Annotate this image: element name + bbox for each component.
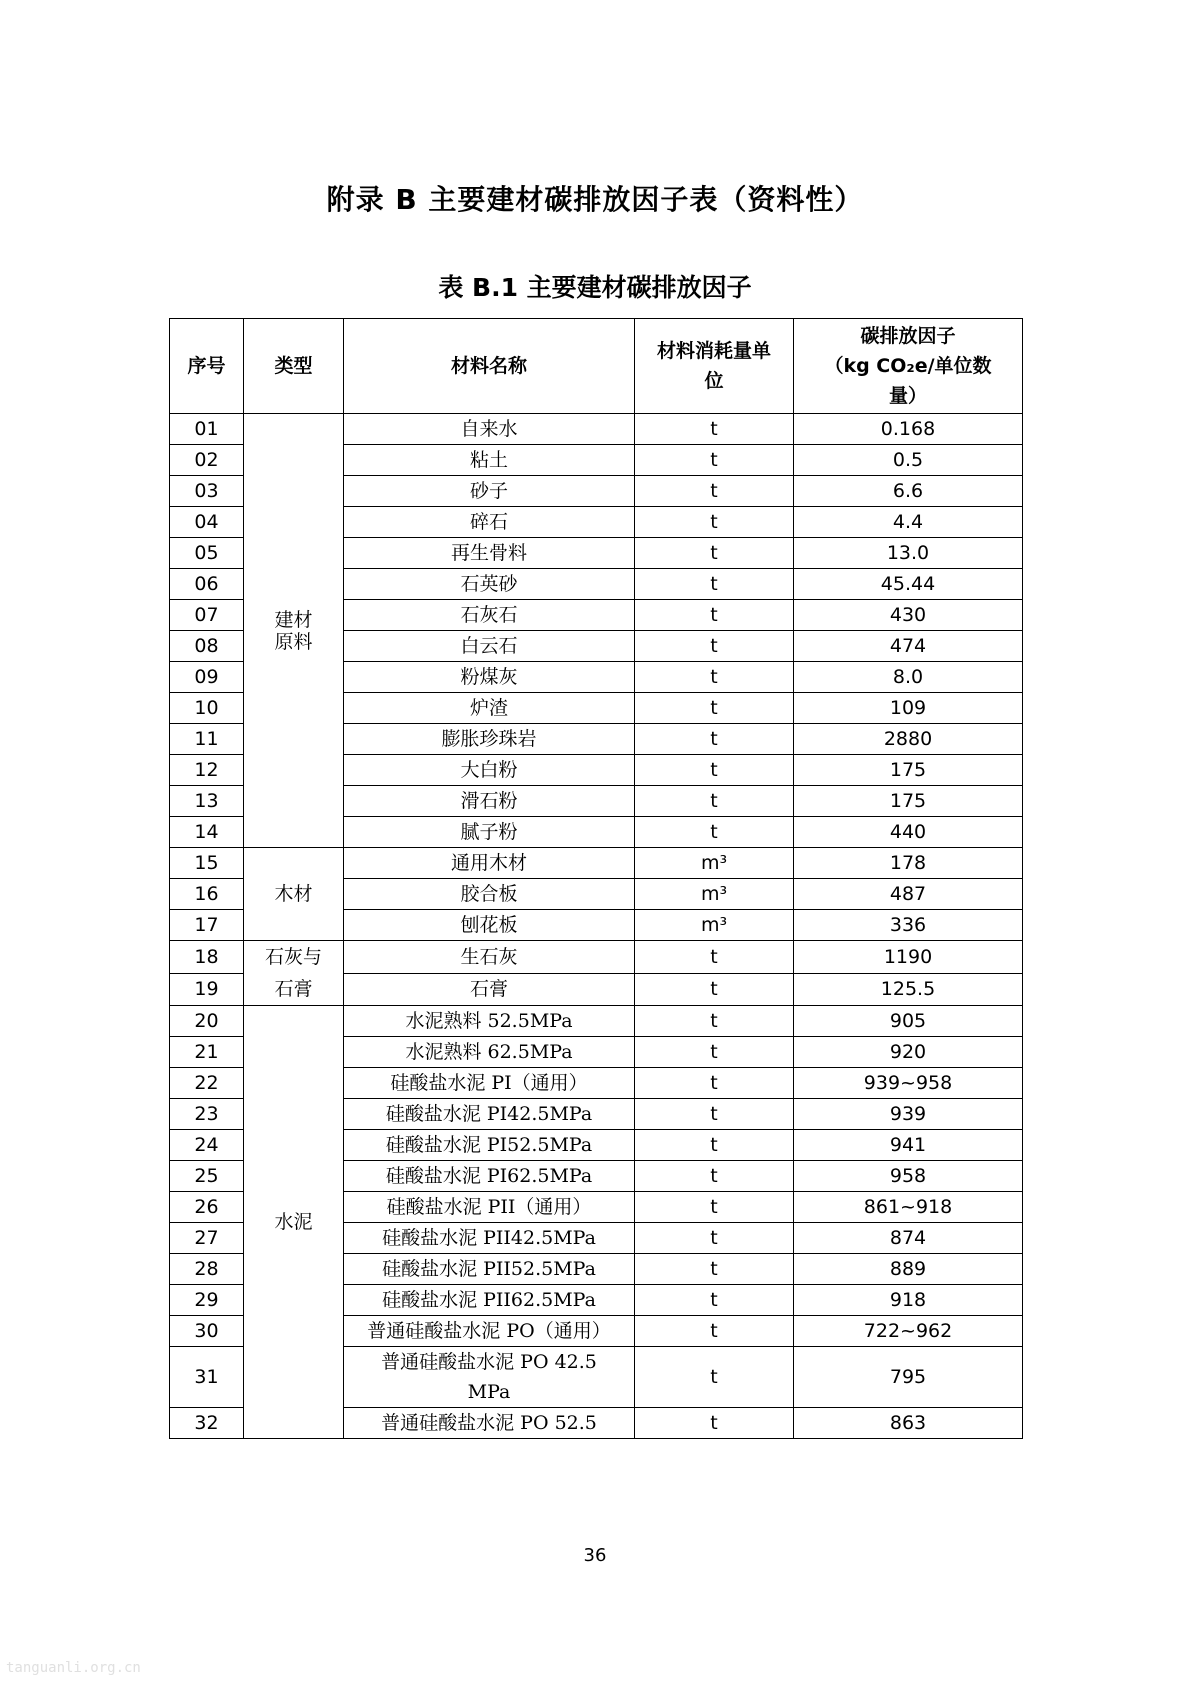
row-name: 大白粉 — [344, 755, 635, 786]
row-name: 石英砂 — [344, 569, 635, 600]
row-name: 硅酸盐水泥 PI52.5MPa — [344, 1130, 635, 1161]
row-seq: 24 — [170, 1130, 244, 1161]
row-unit: t — [635, 445, 794, 476]
table-row — [170, 1006, 1023, 1037]
row-seq: 29 — [170, 1285, 244, 1316]
page-number: 36 — [583, 1545, 607, 1566]
row-name: 生石灰 — [344, 941, 635, 974]
row-name: 炉渣 — [344, 693, 635, 724]
category-cell: 木材 — [244, 848, 344, 941]
row-name: 石膏 — [344, 973, 635, 1006]
row-seq: 26 — [170, 1192, 244, 1223]
row-unit: t — [635, 1223, 794, 1254]
row-factor: 6.6 — [794, 476, 1023, 507]
row-unit: t — [635, 600, 794, 631]
row-unit: t — [635, 569, 794, 600]
row-seq: 17 — [170, 910, 244, 941]
row-unit: t — [635, 1099, 794, 1130]
row-seq: 15 — [170, 848, 244, 879]
row-name: 白云石 — [344, 631, 635, 662]
row-name: 通用木材 — [344, 848, 635, 879]
row-unit: m³ — [635, 848, 794, 879]
row-seq: 06 — [170, 569, 244, 600]
row-factor: 795 — [794, 1347, 1023, 1408]
row-name: 硅酸盐水泥 PII52.5MPa — [344, 1254, 635, 1285]
row-name: 自来水 — [344, 414, 635, 445]
table-header-row — [170, 319, 1023, 414]
row-name: 再生骨料 — [344, 538, 635, 569]
row-unit: t — [635, 1006, 794, 1037]
row-factor: 918 — [794, 1285, 1023, 1316]
table-caption: 表 B.1 主要建材碳排放因子 — [438, 273, 752, 302]
row-factor: 178 — [794, 848, 1023, 879]
row-seq: 02 — [170, 445, 244, 476]
row-name: 硅酸盐水泥 PII42.5MPa — [344, 1223, 635, 1254]
row-name: 膨胀珍珠岩 — [344, 724, 635, 755]
row-seq: 28 — [170, 1254, 244, 1285]
row-seq: 03 — [170, 476, 244, 507]
row-factor: 0.5 — [794, 445, 1023, 476]
row-factor: 939 — [794, 1099, 1023, 1130]
row-name: 水泥熟料 62.5MPa — [344, 1037, 635, 1068]
row-unit: t — [635, 476, 794, 507]
row-seq: 11 — [170, 724, 244, 755]
row-name: 普通硅酸盐水泥 PO 52.5 — [344, 1408, 635, 1439]
row-factor: 0.168 — [794, 414, 1023, 445]
row-factor: 336 — [794, 910, 1023, 941]
row-name: 硅酸盐水泥 PII（通用） — [344, 1192, 635, 1223]
header-factor: 碳排放因子 （kg CO₂e/单位数量） — [794, 319, 1023, 414]
row-seq: 14 — [170, 817, 244, 848]
row-unit: t — [635, 724, 794, 755]
row-name: 普通硅酸盐水泥 PO（通用） — [344, 1316, 635, 1347]
row-name: 粉煤灰 — [344, 662, 635, 693]
row-factor: 4.4 — [794, 507, 1023, 538]
row-seq: 23 — [170, 1099, 244, 1130]
header-unit: 材料消耗量单位 — [635, 319, 794, 414]
row-unit: m³ — [635, 879, 794, 910]
row-name: 硅酸盐水泥 PI（通用） — [344, 1068, 635, 1099]
row-name: 刨花板 — [344, 910, 635, 941]
header-category: 类型 — [244, 319, 344, 414]
row-factor: 874 — [794, 1223, 1023, 1254]
row-factor: 958 — [794, 1161, 1023, 1192]
row-factor: 863 — [794, 1408, 1023, 1439]
table-row — [170, 941, 1023, 974]
row-unit: t — [635, 817, 794, 848]
row-unit: t — [635, 1285, 794, 1316]
row-factor: 2880 — [794, 724, 1023, 755]
row-name: 胶合板 — [344, 879, 635, 910]
row-factor: 1190 — [794, 941, 1023, 974]
row-unit: t — [635, 538, 794, 569]
row-factor: 430 — [794, 600, 1023, 631]
row-factor: 487 — [794, 879, 1023, 910]
row-name: 滑石粉 — [344, 786, 635, 817]
row-factor: 889 — [794, 1254, 1023, 1285]
row-unit: t — [635, 755, 794, 786]
carbon-factor-table — [169, 318, 1023, 1439]
row-factor: 8.0 — [794, 662, 1023, 693]
row-unit: t — [635, 1254, 794, 1285]
row-unit: t — [635, 941, 794, 974]
row-factor: 474 — [794, 631, 1023, 662]
row-unit: t — [635, 693, 794, 724]
row-factor: 175 — [794, 786, 1023, 817]
row-factor: 45.44 — [794, 569, 1023, 600]
row-seq: 09 — [170, 662, 244, 693]
row-unit: t — [635, 1161, 794, 1192]
row-unit: t — [635, 1068, 794, 1099]
row-factor: 175 — [794, 755, 1023, 786]
row-seq: 25 — [170, 1161, 244, 1192]
row-name: 水泥熟料 52.5MPa — [344, 1006, 635, 1037]
row-name: 砂子 — [344, 476, 635, 507]
row-seq: 05 — [170, 538, 244, 569]
category-cell: 建材原料 — [244, 414, 344, 848]
row-name: 硅酸盐水泥 PII62.5MPa — [344, 1285, 635, 1316]
row-name: 腻子粉 — [344, 817, 635, 848]
row-seq: 21 — [170, 1037, 244, 1068]
row-factor: 939~958 — [794, 1068, 1023, 1099]
row-name: 粘土 — [344, 445, 635, 476]
row-name: 普通硅酸盐水泥 PO 42.5 MPa — [344, 1347, 635, 1408]
row-unit: t — [635, 631, 794, 662]
row-seq: 01 — [170, 414, 244, 445]
watermark: tanguanli.org.cn — [6, 1660, 141, 1676]
row-factor: 440 — [794, 817, 1023, 848]
header-name: 材料名称 — [344, 319, 635, 414]
row-name: 硅酸盐水泥 PI62.5MPa — [344, 1161, 635, 1192]
row-unit: t — [635, 414, 794, 445]
category-cell: 水泥 — [244, 1006, 344, 1439]
row-unit: t — [635, 973, 794, 1006]
row-factor: 109 — [794, 693, 1023, 724]
row-unit: t — [635, 1192, 794, 1223]
row-seq: 16 — [170, 879, 244, 910]
table-row — [170, 414, 1023, 445]
row-seq: 10 — [170, 693, 244, 724]
row-factor: 722~962 — [794, 1316, 1023, 1347]
row-unit: t — [635, 507, 794, 538]
row-seq: 18 — [170, 941, 244, 974]
row-seq: 08 — [170, 631, 244, 662]
row-factor: 920 — [794, 1037, 1023, 1068]
category-cell: 石灰与石膏 — [244, 941, 344, 1006]
row-unit: t — [635, 1316, 794, 1347]
row-name: 石灰石 — [344, 600, 635, 631]
row-seq: 07 — [170, 600, 244, 631]
header-seq: 序号 — [170, 319, 244, 414]
row-name: 硅酸盐水泥 PI42.5MPa — [344, 1099, 635, 1130]
row-unit: t — [635, 1037, 794, 1068]
row-factor: 905 — [794, 1006, 1023, 1037]
row-seq: 32 — [170, 1408, 244, 1439]
row-unit: m³ — [635, 910, 794, 941]
row-unit: t — [635, 1347, 794, 1408]
row-seq: 12 — [170, 755, 244, 786]
row-seq: 22 — [170, 1068, 244, 1099]
row-factor: 941 — [794, 1130, 1023, 1161]
row-factor: 125.5 — [794, 973, 1023, 1006]
row-seq: 13 — [170, 786, 244, 817]
row-seq: 20 — [170, 1006, 244, 1037]
row-seq: 19 — [170, 973, 244, 1006]
table-row — [170, 848, 1023, 879]
appendix-title: 附录 B 主要建材碳排放因子表（资料性） — [326, 183, 864, 216]
row-unit: t — [635, 1130, 794, 1161]
row-factor: 861~918 — [794, 1192, 1023, 1223]
row-seq: 31 — [170, 1347, 244, 1408]
row-seq: 04 — [170, 507, 244, 538]
row-unit: t — [635, 786, 794, 817]
row-seq: 27 — [170, 1223, 244, 1254]
row-seq: 30 — [170, 1316, 244, 1347]
row-unit: t — [635, 1408, 794, 1439]
row-factor: 13.0 — [794, 538, 1023, 569]
row-unit: t — [635, 662, 794, 693]
row-name: 碎石 — [344, 507, 635, 538]
